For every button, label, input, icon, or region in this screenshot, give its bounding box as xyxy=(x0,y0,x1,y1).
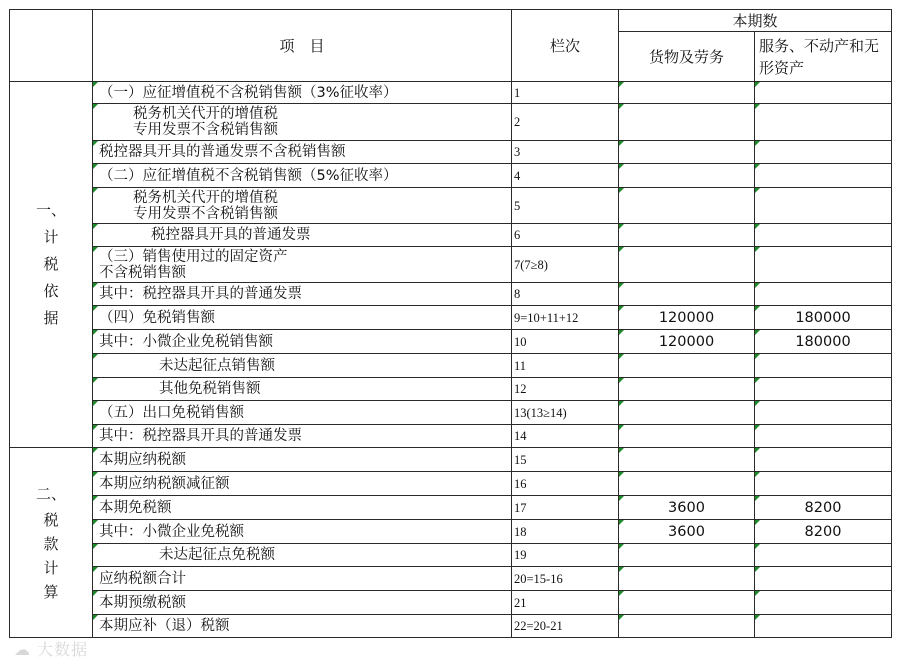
row-line-number: 8 xyxy=(512,283,619,306)
row-line-number: 11 xyxy=(512,354,619,378)
services-value-cell[interactable] xyxy=(755,425,892,448)
row-label: 其中：税控器具开具的普通发票 xyxy=(93,425,512,448)
row-label: 税控器具开具的普通发票 xyxy=(93,224,512,247)
row-line-number: 1 xyxy=(512,82,619,104)
goods-value-cell[interactable]: 120000 xyxy=(619,306,755,330)
header-period: 本期数 xyxy=(619,10,892,32)
services-value-cell[interactable]: 8200 xyxy=(755,496,892,520)
row-line-number: 19 xyxy=(512,544,619,567)
row-line-number: 14 xyxy=(512,425,619,448)
table-row xyxy=(10,496,892,520)
row-label: （三）销售使用过的固定资产 不含税销售额 xyxy=(93,247,512,283)
header-goods: 货物及劳务 xyxy=(619,32,755,82)
table-row xyxy=(10,247,892,283)
row-label: 本期免税额 xyxy=(93,496,512,520)
goods-value-cell[interactable] xyxy=(619,141,755,164)
goods-value-cell[interactable]: 3600 xyxy=(619,520,755,544)
goods-value-cell[interactable] xyxy=(619,448,755,472)
table-row xyxy=(10,141,892,164)
row-label: 其中：小微企业免税额 xyxy=(93,520,512,544)
services-value-cell[interactable] xyxy=(755,378,892,401)
row-label: （一）应征增值税不含税销售额（3%征收率） xyxy=(93,82,512,104)
section-tax-basis xyxy=(10,82,93,448)
row-line-number: 6 xyxy=(512,224,619,247)
goods-value-cell[interactable] xyxy=(619,247,755,283)
row-line-number: 13(13≥14) xyxy=(512,401,619,425)
table-row xyxy=(10,354,892,378)
goods-value-cell[interactable] xyxy=(619,425,755,448)
table-row xyxy=(10,330,892,354)
services-value-cell[interactable] xyxy=(755,188,892,224)
corner-cell xyxy=(10,10,93,82)
section-mark: 二、 xyxy=(35,485,66,503)
goods-value-cell[interactable]: 120000 xyxy=(619,330,755,354)
watermark-icon: ☁ xyxy=(14,640,31,659)
goods-value-cell[interactable]: 3600 xyxy=(619,496,755,520)
services-value-cell[interactable] xyxy=(755,283,892,306)
row-label: 本期预缴税额 xyxy=(93,591,512,615)
services-value-cell[interactable] xyxy=(755,615,892,638)
services-value-cell[interactable] xyxy=(755,164,892,188)
goods-value-cell[interactable] xyxy=(619,164,755,188)
goods-value-cell[interactable] xyxy=(619,188,755,224)
goods-value-cell[interactable] xyxy=(619,401,755,425)
section-title: 税款计算 xyxy=(43,511,59,601)
services-value-cell[interactable] xyxy=(755,104,892,141)
services-value-cell[interactable] xyxy=(755,224,892,247)
services-value-cell[interactable]: 8200 xyxy=(755,520,892,544)
header-line-no: 栏次 xyxy=(512,10,619,82)
services-value-cell[interactable] xyxy=(755,354,892,378)
table-row xyxy=(10,306,892,330)
table-row xyxy=(10,104,892,141)
services-value-cell[interactable]: 180000 xyxy=(755,306,892,330)
table-row xyxy=(10,283,892,306)
row-line-number: 7(7≥8) xyxy=(512,247,619,283)
table-row xyxy=(10,544,892,567)
services-value-cell[interactable] xyxy=(755,247,892,283)
table-row xyxy=(10,520,892,544)
row-label: 其他免税销售额 xyxy=(93,378,512,401)
row-line-number: 4 xyxy=(512,164,619,188)
row-line-number: 9=10+11+12 xyxy=(512,306,619,330)
row-label: 其中：税控器具开具的普通发票 xyxy=(93,283,512,306)
table-row xyxy=(10,591,892,615)
table-row xyxy=(10,472,892,496)
section-mark: 一、 xyxy=(35,201,66,219)
services-value-cell[interactable] xyxy=(755,472,892,496)
row-label: 税务机关代开的增值税 专用发票不含税销售额 xyxy=(93,188,512,224)
services-value-cell[interactable] xyxy=(755,567,892,591)
services-value-cell[interactable] xyxy=(755,401,892,425)
row-line-number: 5 xyxy=(512,188,619,224)
table-row xyxy=(10,401,892,425)
table-row xyxy=(10,224,892,247)
row-line-number: 18 xyxy=(512,520,619,544)
row-line-number: 21 xyxy=(512,591,619,615)
row-label: 本期应纳税额 xyxy=(93,448,512,472)
goods-value-cell[interactable] xyxy=(619,567,755,591)
row-label: （二）应征增值税不含税销售额（5%征收率） xyxy=(93,164,512,188)
table-row xyxy=(10,82,892,104)
watermark-logo xyxy=(14,637,88,660)
goods-value-cell[interactable] xyxy=(619,82,755,104)
row-label: 税控器具开具的普通发票不含税销售额 xyxy=(93,141,512,164)
goods-value-cell[interactable] xyxy=(619,224,755,247)
row-label: （五）出口免税销售额 xyxy=(93,401,512,425)
row-label: 本期应补（退）税额 xyxy=(93,615,512,638)
row-label: 未达起征点销售额 xyxy=(93,354,512,378)
goods-value-cell[interactable] xyxy=(619,378,755,401)
section-title: 计税依据 xyxy=(43,228,59,327)
services-value-cell[interactable]: 180000 xyxy=(755,330,892,354)
goods-value-cell[interactable] xyxy=(619,354,755,378)
row-label: （四）免税销售额 xyxy=(93,306,512,330)
row-line-number: 15 xyxy=(512,448,619,472)
row-line-number: 17 xyxy=(512,496,619,520)
row-line-number: 22=20-21 xyxy=(512,615,619,638)
table-row xyxy=(10,425,892,448)
watermark-text: 大数据 xyxy=(37,640,89,659)
services-value-cell[interactable] xyxy=(755,82,892,104)
services-value-cell[interactable] xyxy=(755,141,892,164)
row-line-number: 16 xyxy=(512,472,619,496)
row-line-number: 2 xyxy=(512,104,619,141)
row-label: 税务机关代开的增值税 专用发票不含税销售额 xyxy=(93,104,512,141)
table-row xyxy=(10,615,892,638)
row-line-number: 20=15-16 xyxy=(512,567,619,591)
services-value-cell[interactable] xyxy=(755,591,892,615)
row-line-number: 10 xyxy=(512,330,619,354)
header-item: 项 目 xyxy=(93,10,512,82)
table-row xyxy=(10,567,892,591)
header-services: 服务、不动产和无形资产 xyxy=(755,32,892,82)
row-line-number: 12 xyxy=(512,378,619,401)
table-row xyxy=(10,164,892,188)
table-row xyxy=(10,188,892,224)
services-value-cell[interactable] xyxy=(755,448,892,472)
row-label: 应纳税额合计 xyxy=(93,567,512,591)
table-row xyxy=(10,378,892,401)
goods-value-cell[interactable] xyxy=(619,615,755,638)
row-label: 本期应纳税额减征额 xyxy=(93,472,512,496)
goods-value-cell[interactable] xyxy=(619,472,755,496)
table-row xyxy=(10,448,892,472)
row-label: 其中：小微企业免税销售额 xyxy=(93,330,512,354)
section-tax-calculation xyxy=(10,448,93,638)
row-label: 未达起征点免税额 xyxy=(93,544,512,567)
row-line-number: 3 xyxy=(512,141,619,164)
goods-value-cell[interactable] xyxy=(619,591,755,615)
goods-value-cell[interactable] xyxy=(619,283,755,306)
goods-value-cell[interactable] xyxy=(619,544,755,567)
services-value-cell[interactable] xyxy=(755,544,892,567)
goods-value-cell[interactable] xyxy=(619,104,755,141)
tax-return-table xyxy=(9,9,892,638)
